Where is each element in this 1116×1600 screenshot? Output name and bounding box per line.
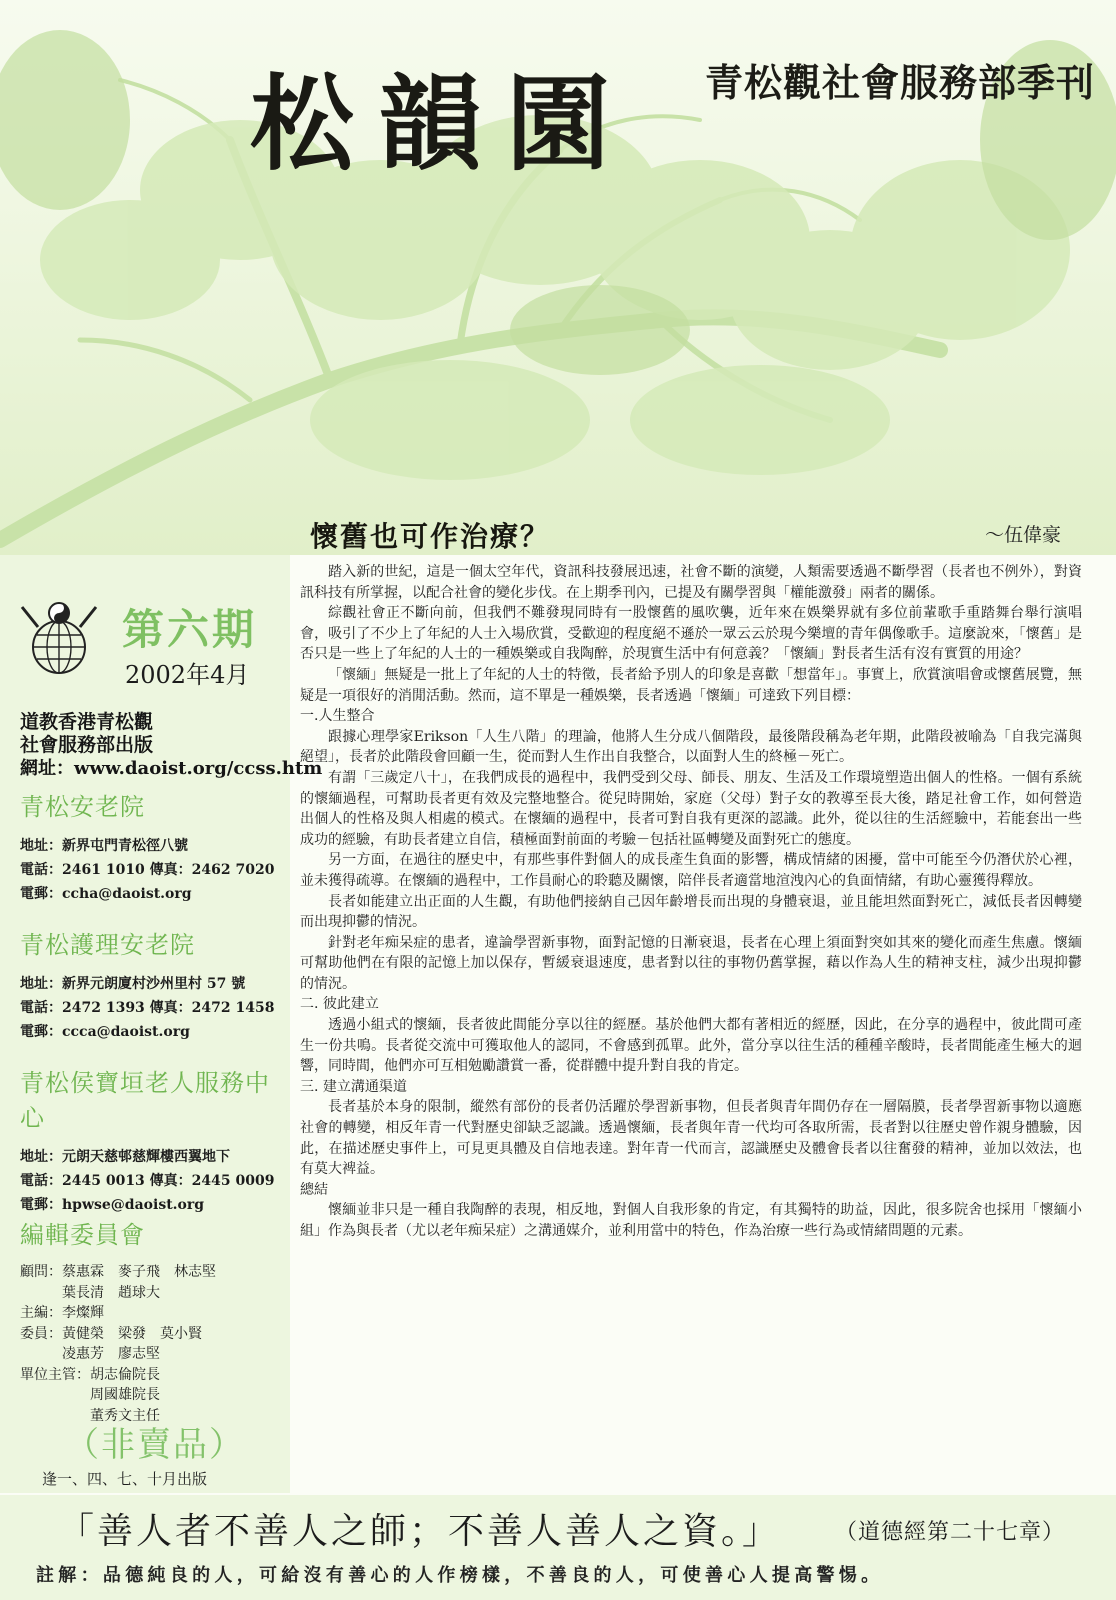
org-block	[20, 1063, 285, 1217]
issue-number: 第六期	[122, 605, 258, 654]
section-heading: 二. 彼此建立	[300, 996, 379, 1013]
org-block	[20, 787, 285, 906]
article-paragraph: 長者基於本身的限制，縱然有部份的長者仍活躍於學習新事物，但長者與青年間仍存在一層隔膜，長者學習新事物以適應社會的轉變，相反年青一代對歷史卻缺乏認識。透過懷緬，長者與年青一代均可各取所需，長者對以往歷史曾作親身體驗，因此，在描述歷史事件上，可見更具體及自信地表達。對年青一代而言，認識歷史及體會長者以往奮發的精神，並加以效法，也有莫大裨益。	[300, 1099, 1082, 1178]
org-block	[20, 925, 285, 1044]
committee-row: 凌惠芳 廖志堅	[20, 1346, 160, 1362]
committee-row: 單位主管：胡志倫院長	[20, 1366, 160, 1383]
org-phone: 電話：2445 0013 傳真：2445 0009	[20, 1173, 275, 1189]
committee-row: 周國雄院長	[20, 1387, 160, 1403]
org-email[interactable]: 電郵：hpwse@daoist.org	[20, 1197, 205, 1213]
org-phone: 電話：2461 1010 傳真：2462 7020	[20, 862, 275, 878]
org-phone: 電話：2472 1393 傳真：2472 1458	[20, 1000, 275, 1016]
org-email[interactable]: 電郵：ccha@daoist.org	[20, 886, 192, 902]
committee-row: 顧問：蔡惠霖 麥子飛 林志堅	[20, 1264, 216, 1280]
quote-source: （道德經第二十七章）	[835, 1520, 1066, 1545]
article-paragraph: 長者如能建立出正面的人生觀，有助他們接納自己因年齡增長而出現的身體衰退，並且能坦然面對死亡，減低長者因轉變而出現抑鬱的情況。	[300, 893, 1082, 931]
publisher-line: 社會服務部出版	[20, 734, 154, 756]
publication-schedule: 逢一、四、七、十月出版	[42, 1470, 208, 1488]
editorial-committee	[20, 1215, 285, 1426]
masthead-title: 松韻園	[250, 62, 635, 185]
article-title: 懷舊也可作治療？	[310, 520, 551, 553]
publisher-line: 道教香港青松觀	[20, 711, 154, 733]
article-paragraph: 透過小組式的懷緬，長者彼此間能分享以往的經歷。基於他們大都有著相近的經歷，因此，在分享的過程中，彼此間可產生一份共鳴。長者從交流中可獲取他人的認同，不會感到孤單。此外，當分享以往生活的種種辛酸時，長者間能產生極大的迴響，同時間，他們亦可互相勉勵讚賞一番，從群體中提升對自我的肯定。	[300, 1017, 1082, 1075]
article-author: ～伍偉豪	[985, 524, 1062, 546]
masthead-subtitle: 青松觀社會服務部季刊	[705, 60, 1096, 105]
committee-row: 主編：李燦輝	[20, 1305, 104, 1321]
article-paragraph: 懷緬並非只是一種自我陶醉的表現，相反地，對個人自我形象的肯定，有其獨特的助益，因此，很多院舍也採用「懷緬小組」作為與長者（尤以老年痴呆症）之溝通媒介，並利用當中的特色，作為治療一些行為或情緒問題的元素。	[300, 1202, 1082, 1239]
publisher-info	[20, 711, 323, 780]
section-heading: 總結	[300, 1181, 328, 1198]
article-paragraph: 綜觀社會正不斷向前，但我們不難發現同時有一股懷舊的風吹襲，近年來在娛樂界就有多位前輩歌手重踏舞台舉行演唱會，吸引了不少上了年紀的人士入場欣賞，受歡迎的程度絕不遜於一眾云云於現今樂壇的青年偶像歌手。這麼說來，「懷舊」是否只是一些上了年紀的人士的一種娛樂或自我陶醉，於現實生活中有何意義？「懷緬」對長者生活有沒有實質的用途？	[300, 605, 1082, 663]
org-name: 青松護理安老院	[20, 931, 195, 959]
section-heading: 三. 建立溝通渠道	[300, 1078, 407, 1095]
quote-text: 「善人者不善人之師；不善人善人之資。」	[58, 1511, 782, 1552]
committee-row: 董秀文主任	[20, 1407, 160, 1424]
committee-title: 編輯委員會	[20, 1221, 145, 1249]
quote-annotation: 註解：品德純良的人，可給沒有善心的人作榜樣，不善良的人，可使善心人提高警惕。	[36, 1565, 884, 1586]
issue-date: 2002年4月	[125, 661, 250, 689]
header-band	[0, 0, 1116, 555]
article-paragraph: 針對老年痴呆症的患者，違論學習新事物，面對記憶的日漸衰退，長者在心理上須面對突如其來的變化而產生焦慮。懷緬可幫助他們在有限的記憶上加以保存，暫緩衰退速度，患者對以往的事物仍舊掌握，藉以作為人生的精神支柱，減少出現抑鬱的情況。	[300, 934, 1082, 992]
website-link[interactable]: 網址：www.daoist.org/ccss.htm	[20, 758, 323, 779]
committee-row: 委員：黃健榮 梁發 莫小賢	[20, 1325, 202, 1342]
taoist-emblem-icon	[18, 597, 100, 679]
section-heading: 一.人生整合	[300, 708, 375, 725]
article-paragraph: 另一方面，在過往的歷史中，有那些事件對個人的成長產生負面的影響，構成情緒的困擾，當中可能至今仍潛伏於心裡，並未獲得疏導。在懷緬的過程中，工作員耐心的聆聽及關懷，陪伴長者適當地渲洩內心的負面情緒，有助心靈獲得釋放。	[300, 852, 1082, 889]
committee-row: 葉長清 趙球大	[20, 1284, 160, 1301]
org-address: 地址：新界屯門青松徑八號	[20, 838, 188, 854]
org-address: 地址：元朗天慈邨慈輝樓西翼地下	[20, 1149, 230, 1165]
article-body	[300, 562, 1082, 1242]
org-name: 青松侯寶垣老人服務中心	[20, 1069, 270, 1132]
org-address: 地址：新界元朗廈村沙州里村 57 號	[20, 976, 246, 992]
org-email[interactable]: 電郵：ccca@daoist.org	[20, 1024, 190, 1040]
quote-band	[0, 1495, 1116, 1600]
org-name: 青松安老院	[20, 793, 145, 821]
not-for-sale-label: （非賣品）	[65, 1425, 245, 1465]
article-paragraph: 踏入新的世紀，這是一個太空年代，資訊科技發展迅速，社會不斷的演變，人類需要透過不斷學習（長者也不例外），對資訊科技有所掌握，以配合社會的變化步伐。在上期季刊內，已提及有關學習與「權能激發」兩者的關係。	[300, 564, 1082, 601]
article-paragraph: 跟據心理學家Erikson「人生八階」的理論，他將人生分成八個階段，最後階段稱為老年期，此階段被喻為「自我完滿與絕望」，長者於此階段會回顧一生，從而對人生作出自我整合，以面對人生的終極－死亡。	[300, 728, 1082, 766]
article-paragraph: 「懷緬」無疑是一批上了年紀的人士的特徵，長者給予別人的印象是喜歡「想當年」。事實上，欣賞演唱會或懷舊展覽，無疑是一項很好的消閒活動。然而，這不單是一種娛樂，長者透過「懷緬」可達致下列目標：	[300, 666, 1082, 704]
article-paragraph: 有謂「三歲定八十」，在我們成長的過程中，我們受到父母、師長、朋友、生活及工作環境塑造出個人的性格。一個有系統的懷緬過程，可幫助長者更有效及完整地整合。從兒時開始，家庭（父母）對子女的教導至長大後，踏足社會工作，如何營造出個人的性格及與人相處的模式。在懷緬的過程中，長者可對自我有更深的認識。此外，從以往的生活經驗中，若能套出一些成功的經驗，有助長者建立自信，積極面對前面的考驗－包括社區轉變及面對死亡的態度。	[300, 769, 1082, 848]
